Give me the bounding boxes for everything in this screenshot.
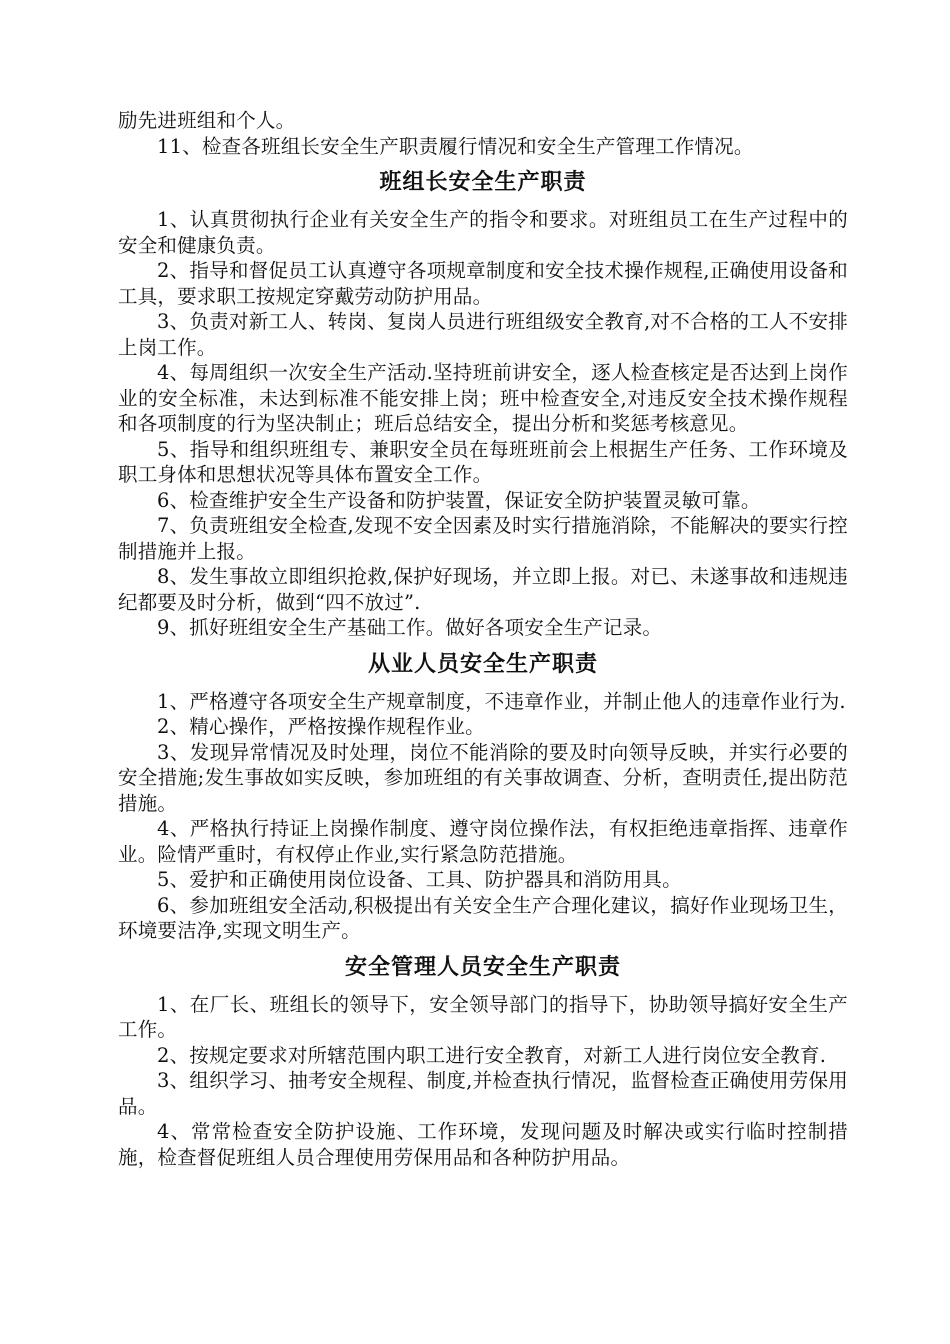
section-team-leader	[118, 168, 848, 641]
list-item: 2、按规定要求对所辖范围内职工进行安全教育，对新工人进行岗位安全教育.	[157, 1043, 827, 1067]
list-item: 1、认真贯彻执行企业有关安全生产的指令和要求。对班组员工在生产过程中的安全和健康负责。	[118, 208, 848, 257]
section-employees	[118, 650, 848, 944]
list-item: 2、指导和督促员工认真遵守各项规章制度和安全技术操作规程,正确使用设备和工具，要求职工按规定穿戴劳动防护用品。	[118, 259, 848, 308]
list-item: 1、在厂长、班组长的领导下，安全领导部门的指导下，协助领导搞好安全生产工作。	[118, 992, 848, 1041]
intro-item-11: 11、检查各班组长安全生产职责履行情况和安全生产管理工作情况。	[157, 134, 754, 158]
list-item: 8、发生事故立即组织抢救,保护好现场，并立即上报。对已、未遂事故和违规违纪都要及时分析，做到“四不放过”.	[118, 565, 848, 614]
list-item: 6、参加班组安全活动,积极提出有关安全生产合理化建议，搞好作业现场卫生，环境要洁净,实现文明生产。	[118, 893, 848, 942]
list-item: 1、严格遵守各项安全生产规章制度，不违章作业，并制止他人的违章作业行为.	[157, 689, 846, 713]
document-page	[118, 108, 848, 1170]
section-safety-managers	[118, 953, 848, 1171]
intro-continuation: 励先进班组和个人。	[118, 109, 296, 132]
list-item: 6、检查维护安全生产设备和防护装置，保证安全防护装置灵敏可靠。	[157, 488, 761, 512]
list-item: 2、精心操作，严格按操作规程作业。	[157, 715, 485, 738]
list-item: 3、发现异常情况及时处理，岗位不能消除的要及时向领导反映，并实行必要的安全措施;发生事故如实反映，参加班组的有关事故调查、分析，查明责任,提出防范措施。	[118, 740, 848, 815]
list-item: 5、爱护和正确使用岗位设备、工具、防护器具和消防用具。	[157, 868, 682, 891]
list-item: 5、指导和组织班组专、兼职安全员在每班班前会上根据生产任务、工作环境及职工身体和思想状况等具体布置安全工作。	[118, 437, 848, 486]
list-item: 3、组织学习、抽考安全规程、制度,并检查执行情况，监督检查正确使用劳保用品。	[118, 1069, 848, 1118]
list-item: 9、抓好班组安全生产基础工作。做好各项安全生产记录。	[157, 616, 663, 639]
section-title: 班组长安全生产职责	[379, 170, 587, 195]
list-item: 7、负责班组安全检查,发现不安全因素及时实行措施消除，不能解决的要实行控制措施并上报。	[118, 514, 848, 563]
list-item: 3、负责对新工人、转岗、复岗人员进行班组级安全教育,对不合格的工人不安排上岗工作。	[118, 310, 848, 359]
section-title: 安全管理人员安全生产职责	[344, 954, 621, 980]
section-title: 从业人员安全生产职责	[367, 651, 598, 677]
list-item: 4、严格执行持证上岗操作制度、遵守岗位操作法，有权拒绝违章指挥、违章作业。险情严重时，有权停止作业,实行紧急防范措施。	[118, 817, 848, 866]
list-item: 4、常常检查安全防护设施、工作环境，发现问题及时解决或实行临时控制措施，检查督促班组人员合理使用劳保用品和各种防护用品。	[118, 1120, 848, 1169]
list-item: 4、每周组织一次安全生产活动.坚持班前讲安全，逐人检查核定是否达到上岗作业的安全标准，未达到标准不能安排上岗；班中检查安全,对违反安全技术操作规程和各项制度的行为坚决制止；班后总结安全，提出分析和奖惩考核意见。	[118, 361, 848, 435]
